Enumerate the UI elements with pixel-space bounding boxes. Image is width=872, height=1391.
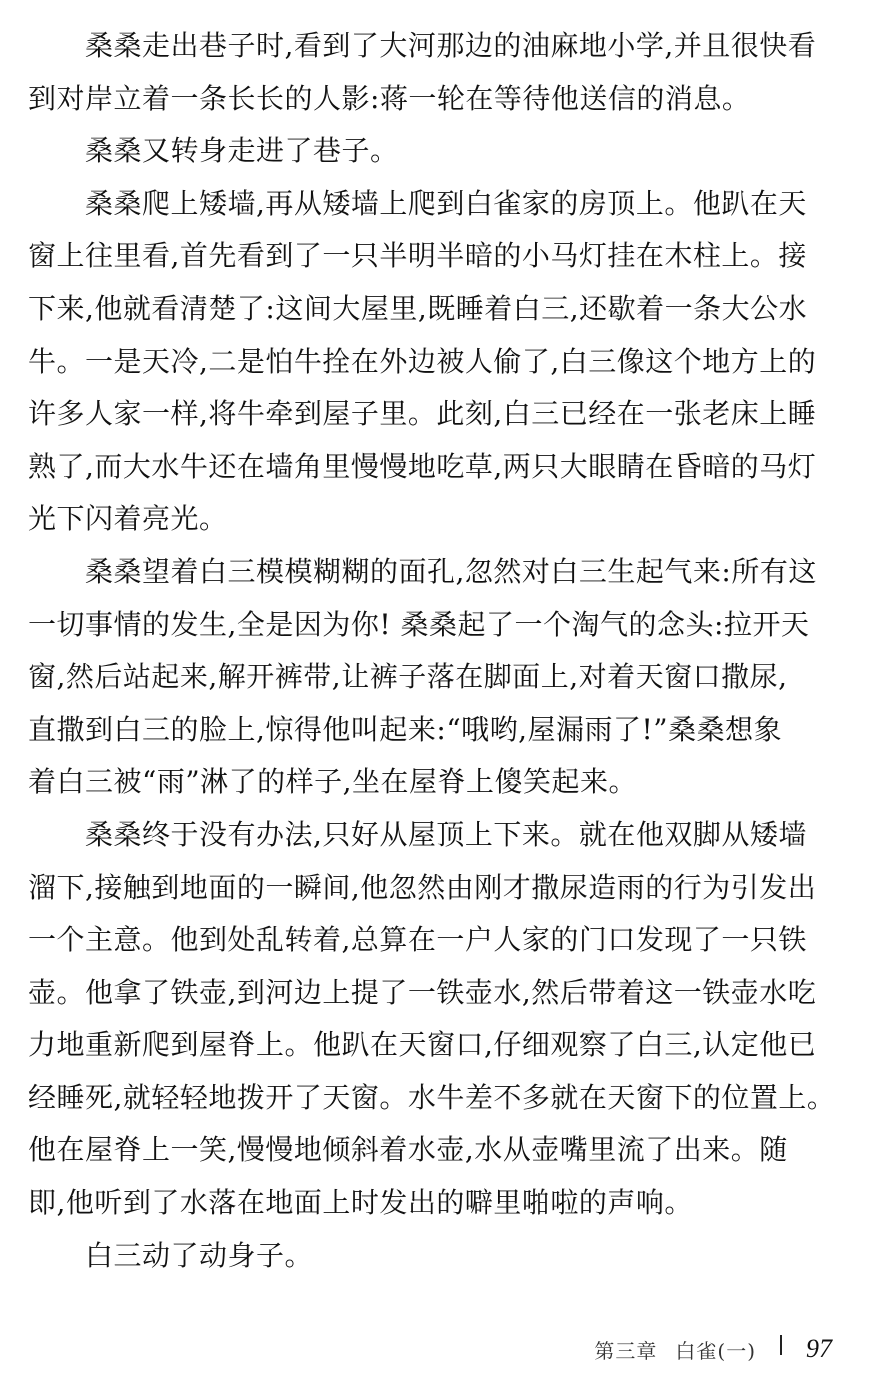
text-line: 力地重新爬到屋脊上。他趴在天窗口,仔细观察了白三,认定他已 — [28, 1028, 817, 1062]
text-line: 桑桑望着白三模模糊糊的面孔,忽然对白三生起气来:所有这 — [85, 554, 817, 588]
chapter-label: 第三章 — [594, 1338, 658, 1363]
text-line: 他在屋脊上一笑,慢慢地倾斜着水壶,水从壶嘴里流了出来。随 — [28, 1133, 788, 1167]
paragraph — [28, 809, 842, 1230]
text-line: 溜下,接触到地面的一瞬间,他忽然由刚才撒尿造雨的行为引发出 — [28, 870, 817, 904]
text-line: 桑桑爬上矮墙,再从矮墙上爬到白雀家的房顶上。他趴在天 — [85, 186, 807, 220]
text-line: 直撒到白三的脸上,惊得他叫起来:“哦哟,屋漏雨了!”桑桑想象 — [28, 712, 783, 746]
paragraph — [28, 20, 842, 125]
text-line: 壶。他拿了铁壶,到河边上提了一铁壶水,然后带着这一铁壶水吃 — [28, 975, 817, 1009]
text-line: 窗上往里看,首先看到了一只半明半暗的小马灯挂在木柱上。接 — [28, 239, 807, 273]
text-line: 桑桑终于没有办法,只好从屋顶上下来。就在他双脚从矮墙 — [85, 817, 807, 851]
text-line: 光下闪着亮光。 — [28, 502, 228, 536]
text-line: 许多人家一样,将牛牵到屋子里。此刻,白三已经在一张老床上睡 — [28, 397, 817, 431]
paragraph — [28, 1230, 842, 1283]
page-number: 97 — [806, 1334, 832, 1363]
text-line: 窗,然后站起来,解开裤带,让裤子落在脚面上,对着天窗口撒尿, — [28, 660, 788, 694]
text-line: 经睡死,就轻轻地拨开了天窗。水牛差不多就在天窗下的位置上。 — [28, 1080, 836, 1114]
paragraph — [28, 125, 842, 178]
text-line: 即,他听到了水落在地面上时发出的噼里啪啦的声响。 — [28, 1186, 693, 1220]
text-line: 下来,他就看清楚了:这间大屋里,既睡着白三,还歇着一条大公水 — [28, 291, 808, 325]
page-body — [28, 20, 842, 1282]
text-line: 一切事情的发生,全是因为你! 桑桑起了一个淘气的念头:拉开天 — [28, 607, 810, 641]
text-line: 熟了,而大水牛还在墙角里慢慢地吃草,两只大眼睛在昏暗的马灯 — [28, 449, 817, 483]
text-line: 到对岸立着一条长长的人影:蒋一轮在等待他送信的消息。 — [28, 81, 751, 115]
text-line: 桑桑走出巷子时,看到了大河那边的油麻地小学,并且很快看 — [85, 29, 817, 62]
text-line: 一个主意。他到处乱转着,总算在一户人家的门口发现了一只铁 — [28, 923, 807, 957]
text-line: 白三动了动身子。 — [85, 1238, 314, 1272]
footer-divider — [780, 1335, 782, 1355]
paragraph — [28, 546, 842, 809]
section-title: 白雀(一) — [675, 1338, 756, 1363]
paragraph — [28, 178, 842, 546]
text-line: 桑桑又转身走进了巷子。 — [85, 134, 399, 168]
text-line: 牛。一是天冷,二是怕牛拴在外边被人偷了,白三像这个地方上的 — [28, 344, 817, 378]
text-line: 着白三被“雨”淋了的样子,坐在屋脊上傻笑起来。 — [28, 765, 638, 799]
page-footer — [594, 1331, 832, 1367]
